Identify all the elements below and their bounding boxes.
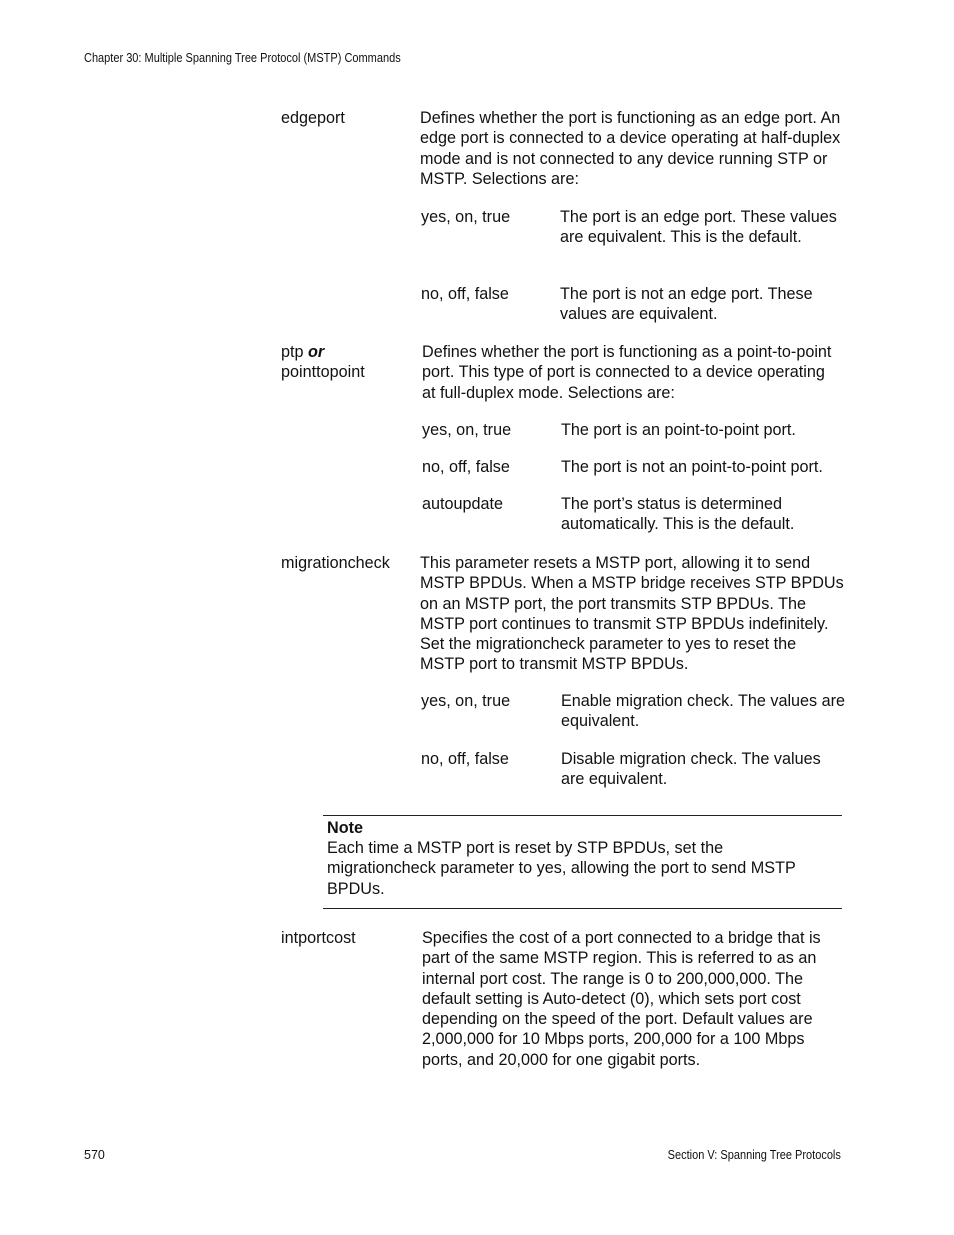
param-edgeport-desc: Defines whether the port is functioning as an edge port. An edge port is connected to a device operating at half-duplex mode and is not connected to any device running STP or MSTP. Selections are: bbox=[420, 109, 841, 188]
running-header: Chapter 30: Multiple Spanning Tree Protocol (MSTP) Commands bbox=[84, 51, 401, 65]
param-intportcost-desc: Specifies the cost of a port connected to a bridge that is part of the same MSTP region. This is referred to as an internal port cost. The range is 0 to 200,000,000. The default setting is Auto-detect (0), which sets port cost depending on the speed of the port. Default values are 2,000,000 for 10 Mbps ports, 200,000 for a 100 Mbps ports, and 20,000 for one gigabit ports. bbox=[422, 929, 821, 1069]
param-migrationcheck-desc: This parameter resets a MSTP port, allowing it to send MSTP BPDUs. When a MSTP bridge receives STP BPDUs on an MSTP port, the port transmits STP BPDUs. The MSTP port continues to transmit STP BPDUs indefinitely. Set the migrationcheck parameter to yes to reset the MSTP port to transmit MSTP BPDUs. bbox=[420, 554, 844, 674]
param-migrationcheck-term: migrationcheck bbox=[281, 554, 390, 572]
ptp-opt-yes-desc: The port is an point-to-point port. bbox=[561, 421, 796, 439]
note-top-rule bbox=[323, 815, 842, 816]
edgeport-opt-yes-desc: The port is an edge port. These values are equivalent. This is the default. bbox=[560, 208, 837, 247]
param-ptp-term-long: pointtopoint bbox=[281, 363, 365, 382]
note-title: Note bbox=[327, 819, 363, 837]
edgeport-opt-no-name: no, off, false bbox=[421, 285, 509, 303]
ptp-opt-autoupdate-name: autoupdate bbox=[422, 495, 504, 513]
page-number: 570 bbox=[84, 1148, 105, 1162]
param-intportcost-term: intportcost bbox=[281, 929, 356, 947]
note-body: Each time a MSTP port is reset by STP BPDUs, set the migrationcheck parameter to yes, allowing the port to send MSTP BPDUs. bbox=[327, 839, 796, 898]
param-ptp-term-or: or bbox=[308, 343, 325, 361]
edgeport-opt-yes-name: yes, on, true bbox=[421, 208, 511, 226]
ptp-opt-no-name: no, off, false bbox=[422, 458, 510, 476]
running-footer-section: Section V: Spanning Tree Protocols bbox=[667, 1148, 841, 1162]
param-ptp-desc: Defines whether the port is functioning as a point-to-point port. This type of port is connected to a device operating at full-duplex mode. Selections are: bbox=[422, 343, 832, 402]
edgeport-opt-no-desc: The port is not an edge port. These values are equivalent. bbox=[560, 285, 813, 324]
migrationcheck-opt-yes-name: yes, on, true bbox=[421, 692, 511, 710]
migrationcheck-opt-yes-desc: Enable migration check. The values are equivalent. bbox=[561, 692, 846, 731]
migrationcheck-opt-no-desc: Disable migration check. The values are equivalent. bbox=[561, 750, 821, 789]
note-bottom-rule bbox=[323, 908, 842, 909]
param-ptp-term bbox=[281, 342, 365, 383]
migrationcheck-opt-no-name: no, off, false bbox=[421, 750, 509, 768]
param-edgeport-term: edgeport bbox=[281, 109, 345, 127]
ptp-opt-autoupdate-desc: The port’s status is determined automatically. This is the default. bbox=[561, 495, 795, 534]
ptp-opt-no-desc: The port is not an point-to-point port. bbox=[561, 458, 823, 476]
param-ptp-term-short: ptp bbox=[281, 343, 304, 361]
ptp-opt-yes-name: yes, on, true bbox=[422, 421, 512, 439]
